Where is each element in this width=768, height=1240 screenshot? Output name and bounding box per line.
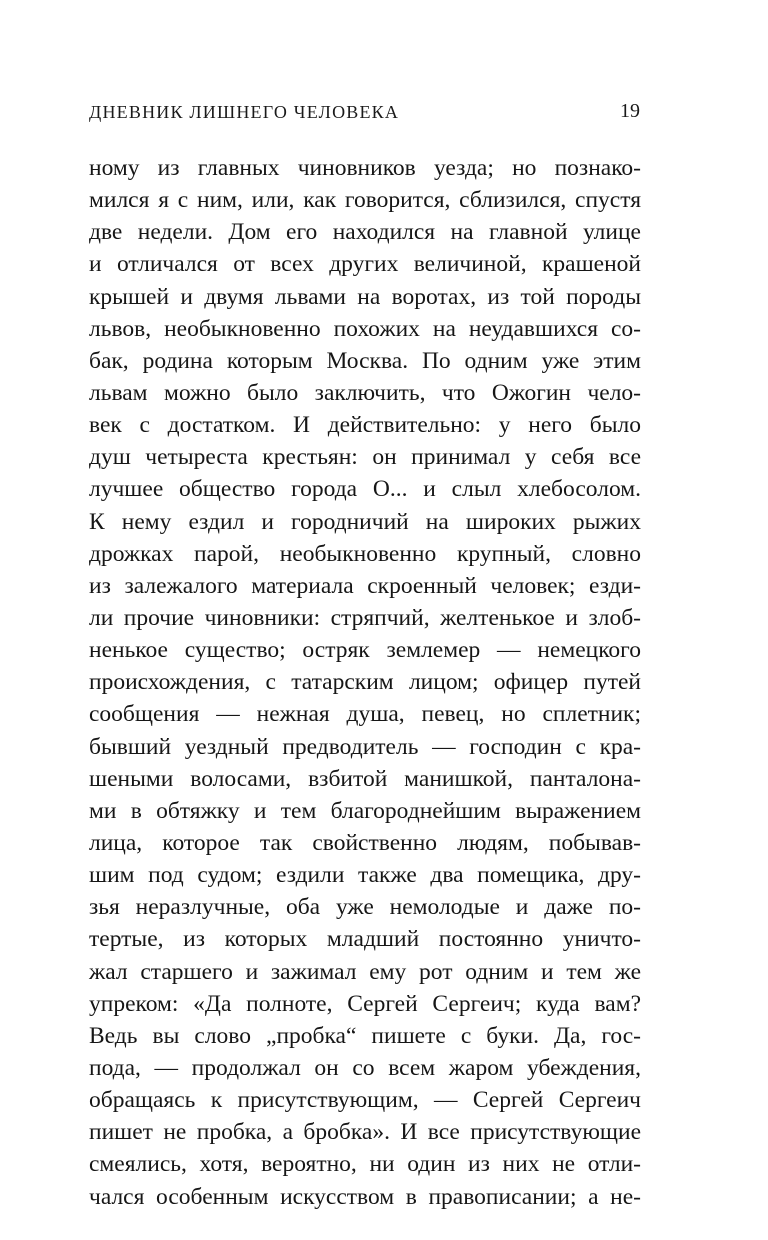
text-line: шим под судом; ездили также два помещика, дру- xyxy=(89,862,641,889)
text-line: тертые, из которых младший постоянно уничто- xyxy=(89,926,641,953)
text-line: дрожках парой, необыкновенно крупный, словно xyxy=(89,540,641,567)
text-line: две недели. Дом его находился на главной улице xyxy=(89,219,641,246)
text-line: К нему ездил и городничий на широких рыжих xyxy=(89,508,641,535)
text-line: ли прочие чиновники: стряпчий, желтенькое и злоб- xyxy=(89,604,641,631)
text-line: бак, родина которым Москва. По одним уже этим xyxy=(89,347,641,374)
text-line: чался особенным искусством в правописании; а не- xyxy=(89,1183,641,1210)
text-line: ненькое существо; остряк землемер — немецкого xyxy=(89,637,641,664)
text-line: и отличался от всех других величиной, крашеной xyxy=(89,251,641,278)
text-line: бывший уездный предводитель — господин с кра- xyxy=(89,733,641,760)
text-line: шеными волосами, взбитой манишкой, панталона- xyxy=(89,765,641,792)
text-line: ному из главных чиновников уезда; но познако- xyxy=(89,155,641,181)
body-text xyxy=(89,152,641,1213)
text-line: Ведь вы слово „пробка“ пишете с буки. Да, гос- xyxy=(89,1022,641,1049)
text-line: лица, которое так свойственно людям, побывав- xyxy=(89,829,641,856)
text-line: смеялись, хотя, вероятно, ни один из них не отли- xyxy=(89,1151,641,1178)
page-number: 19 xyxy=(620,100,640,122)
text-line: львов, необыкновенно похожих на неудавшихся со- xyxy=(89,315,641,342)
text-line: век с достатком. И действительно: у него было xyxy=(89,412,641,439)
text-line: жал старшего и зажимал ему рот одним и тем же xyxy=(89,958,641,985)
running-title: ДНЕВНИК ЛИШНЕГО ЧЕЛОВЕКА xyxy=(89,102,400,122)
text-line: упреком: «Да полноте, Сергей Сергеич; куда вам? xyxy=(89,990,641,1017)
text-line: крышей и двумя львами на воротах, из той породы xyxy=(89,283,641,310)
text-line: львам можно было заключить, что Ожогин чело- xyxy=(89,379,641,406)
text-line: обращаясь к присутствующим, — Сергей Сергеич xyxy=(89,1087,641,1114)
text-line: из залежалого материала скроенный человек; езди- xyxy=(89,572,641,599)
text-line: душ четыреста крестьян: он принимал у себя все xyxy=(89,444,641,471)
text-line: пишет не пробка, а бробка». И все присутствующие xyxy=(89,1119,641,1146)
text-line: происхождения, с татарским лицом; офицер путей xyxy=(89,669,641,696)
text-line: ми в обтяжку и тем благороднейшим выражением xyxy=(89,797,641,824)
text-line: мился я с ним, или, как говорится, сблизился, спустя xyxy=(89,187,641,214)
text-line: пода, — продолжал он со всем жаром убеждения, xyxy=(89,1054,641,1081)
text-line: лучшее общество города О... и слыл хлебосолом. xyxy=(89,476,641,503)
text-line: зья неразлучные, оба уже немолодые и даже по- xyxy=(89,894,641,921)
text-line: сообщения — нежная душа, певец, но сплетник; xyxy=(89,701,641,728)
